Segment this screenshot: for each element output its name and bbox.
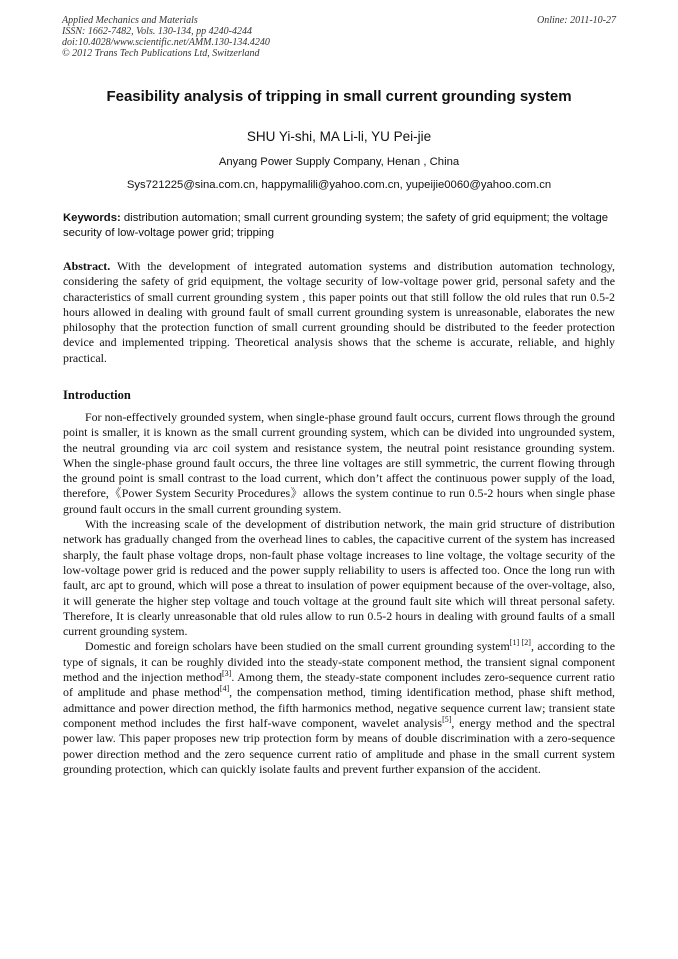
intro-p3-text: , according to the type of signals, it can be roughly divided into the steady-state component method, the transient signal component method and the injection method xyxy=(63,639,616,685)
intro-paragraph-1: For non-effectively grounded system, when single-phase ground fault occurs, current flows through the ground point is smaller, it is known as the small current grounding system, which can be divided into ungrounded system, the neutral grounding via arc coil system and resistance system, the neutral point resistance grounding system. When the single-phase ground fault occurs, the three line voltages are still symmetric, the current flowing through the ground point is small contrast to the load current, which don’t affect the continuous power supply of the load, therefore,《Power System Security Procedures》allows the system continue to run 0.5-2 hours when single phase ground fault occurs in the small current grounding system. xyxy=(63,410,615,516)
abstract-text: With the development of integrated automation systems and distribution automation technology, considering the safety of grid equipment, the voltage security of low-voltage power grid, personal safety and the characteristics of small current grounding system , this paper points out that still follow the old rules that run 0.5-2 hours allowed in dealing with ground fault of small current grounding system is unreasonable, elaborates the new philosophy that the protection function of small current grounding should be distributed to the feeder protection device and implemented tripping. Theoretical analysis shows that the scheme is accurate, reliable, and highly practical. xyxy=(63,259,615,365)
keywords-block xyxy=(63,211,615,241)
intro-p3-text: , energy method and the spectral power law. This paper proposes new trip protection form by means of double discrimination with a zero-sequence power direction method and the zero sequence current ratio of amplitude and phase in the small current system grounding protection, which can quickly isolate faults and prevent further expansion of the accident. xyxy=(63,715,615,776)
intro-p3-text: . Among them, the steady-state component includes zero-sequence current ratio of amplitude and phase method xyxy=(63,670,615,700)
citation-ref: [5] xyxy=(442,714,452,724)
journal-header xyxy=(62,15,616,59)
copyright-line: © 2012 Trans Tech Publications Ltd, Switzerland xyxy=(62,48,260,59)
online-date: Online: 2011-10-27 xyxy=(537,15,616,26)
intro-p3-text: Domestic and foreign scholars have been studied on the small current grounding system xyxy=(85,639,510,654)
introduction-body xyxy=(63,410,615,777)
citation-ref: [1] [2] xyxy=(509,638,531,648)
paper-title: Feasibility analysis of tripping in small current grounding system xyxy=(106,88,572,105)
intro-paragraph-2: With the increasing scale of the development of distribution network, the main grid structure of distribution network has gradually changed from the overhead lines to cables, the capacitive current of the system has increased sharply, the fault phase voltage drops, non-fault phase voltage increases to line voltage, the voltage security of the low-voltage power grid is reduced and the power supply reliability to users is affected too. Once the long run with fault, arc apt to ground, which will pose a threat to insulation of power equipment because of the over-voltage, also, it will generate the higher step voltage and touch voltage at the ground fault site which will threat personal safety. Therefore, It is clearly unreasonable that old rules allow to run 0.5-2 hours in dealing with ground faults of a small current grounding system. xyxy=(63,517,615,639)
intro-p3-text: , the compensation method, timing identification method, phase shift method, admittance and power direction method, the fifth harmonics method, negative sequence current law; transient state component method includes the first half-wave component, wavelet analysis xyxy=(63,685,615,730)
keywords-label: Keywords: xyxy=(63,212,121,224)
journal-name: Applied Mechanics and Materials xyxy=(62,15,198,26)
keywords-text: distribution automation; small current grounding system; the safety of grid equipment; the voltage security of low-voltage power grid; tripping xyxy=(63,212,609,239)
citation-ref: [4] xyxy=(219,684,230,694)
paper-authors: SHU Yi-shi, MA Li-li, YU Pei-jie xyxy=(246,129,432,144)
abstract-label: Abstract. xyxy=(63,259,111,273)
citation-ref: [3] xyxy=(222,669,232,679)
section-heading-introduction: Introduction xyxy=(63,388,131,402)
doi-line: doi:10.4028/www.scientific.net/AMM.130-134.4240 xyxy=(62,37,270,48)
intro-paragraph-3 xyxy=(63,639,615,777)
paper-affiliation: Anyang Power Supply Company, Henan , China xyxy=(218,156,460,168)
issn-line: ISSN: 1662-7482, Vols. 130-134, pp 4240-4244 xyxy=(62,26,252,37)
paper-emails: Sys721225@sina.com.cn, happymalili@yahoo.com.cn, yupeijie0060@yahoo.com.cn xyxy=(126,179,552,191)
abstract-block xyxy=(63,259,615,366)
